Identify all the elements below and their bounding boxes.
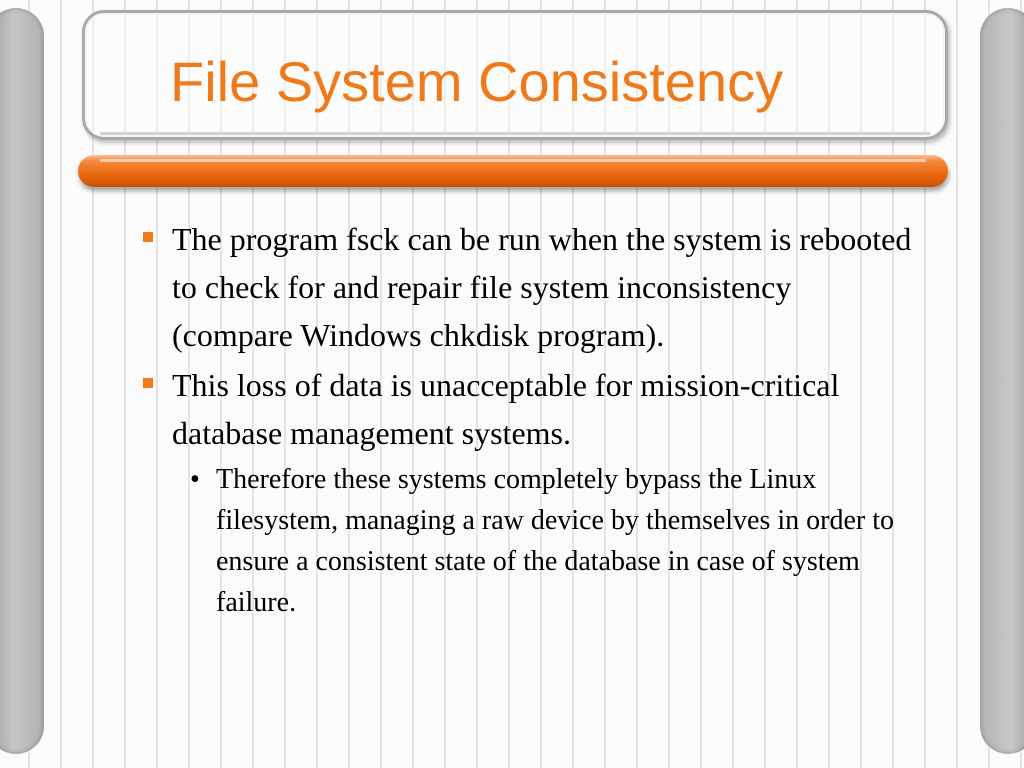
orange-bar-highlight [100,159,926,162]
slide-body [140,215,920,623]
round-dot-bullet-icon: • [190,464,200,495]
slide-title: File System Consistency [170,50,784,113]
bullet-item [140,215,920,359]
right-decorative-pillar [980,8,1024,754]
left-decorative-pillar [0,8,44,754]
orange-square-bullet-icon [143,232,153,242]
orange-divider-bar [78,155,948,187]
orange-square-bullet-icon [143,378,153,388]
sub-bullet-item [184,459,906,623]
bullet-text: This loss of data is unacceptable for mission-critical database management systems. [172,367,840,451]
bullet-item [140,361,920,457]
bullet-text: The program fsck can be run when the system is rebooted to check for and repair file system inconsistency (compare Windows chkdisk program). [172,221,912,353]
sub-bullet-text: Therefore these systems completely bypass the Linux filesystem, managing a raw device by themselves in order to ensure a consistent state of the database in case of system failure. [216,464,895,618]
